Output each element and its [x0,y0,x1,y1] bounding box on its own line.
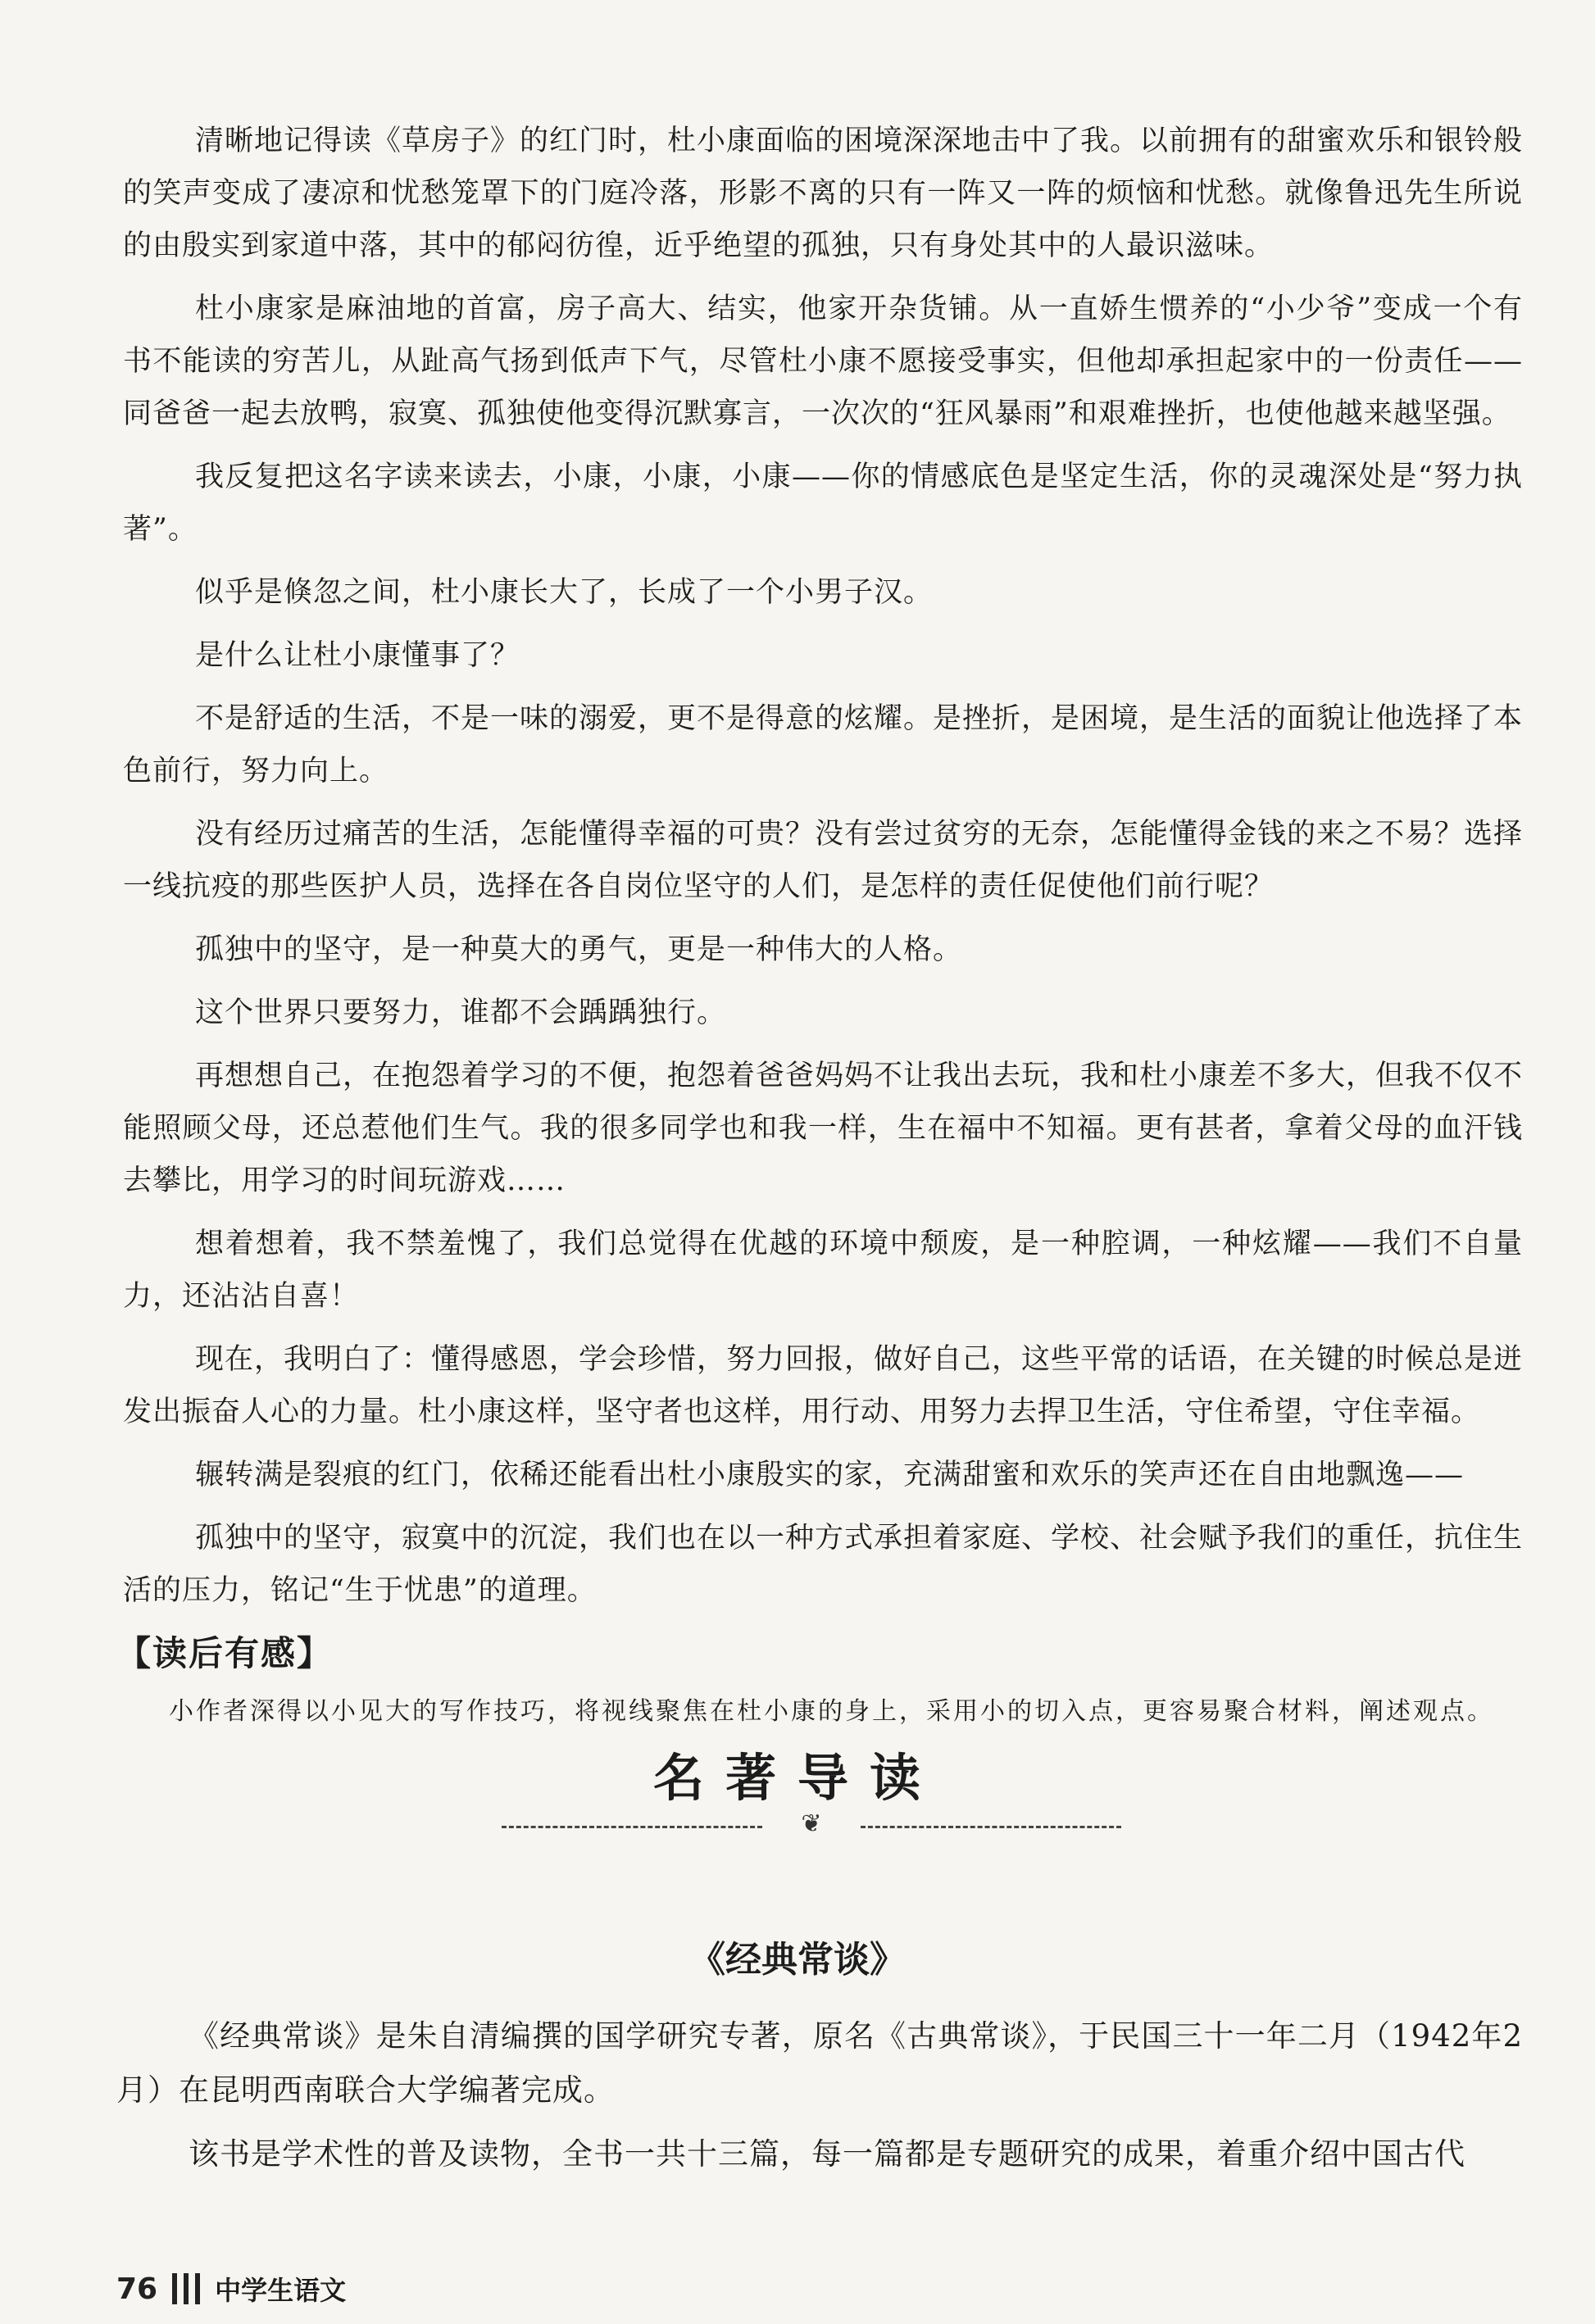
essay-body [116,115,1524,1748]
essay-paragraph: 这个世界只要努力，谁都不会踽踽独行。 [195,996,727,1029]
title-rule-right [861,1826,1121,1828]
essay-paragraph: 似乎是倏忽之间，杜小康长大了，长成了一个小男子汉。 [195,576,934,609]
column-title: 名著导读 [652,1748,942,1808]
essay-paragraph: 孤独中的坚守，寂寞中的沉淀，我们也在以一种方式承担着家庭、学校、社会赋予我们的重任，抗住生活的压力，铭记“生于忧患”的道理。 [123,1522,1524,1607]
book-intro [116,2009,1523,2191]
title-rule-left [502,1826,762,1828]
magazine-name: 中学生语文 [215,2275,347,2306]
page-number: 76 [116,2272,158,2306]
intro-paragraph: 该书是学术性的普及读物，全书一共十三篇，每一篇都是专题研究的成果，着重介绍中国古代 [189,2136,1465,2172]
page-footer [116,2270,346,2308]
essay-paragraph: 我反复把这名字读来读去，小康，小康，小康——你的情感底色是坚定生活，你的灵魂深处是“努力执著”。 [123,461,1523,546]
book-title: 《经典常谈》 [689,1939,906,1981]
essay-paragraph: 杜小康家是麻油地的首富，房子高大、结实，他家开杂货铺。从一直娇生惯养的“小少爷”变成一个有书不能读的穷苦儿，从趾高气扬到低声下气，尽管杜小康不愿接受事实，但他却承担起家中的一份责任——同爸爸一起去放鸭，寂寞、孤独使他变得沉默寡言，一次次的“狂风暴雨”和艰难挫折，也使他越来越坚强。 [123,293,1523,430]
essay-paragraph: 孤独中的坚守，是一种莫大的勇气，更是一种伟大的人格。 [195,933,963,966]
essay-paragraph: 没有经历过痛苦的生活，怎能懂得幸福的可贵？没有尝过贫穷的无奈，怎能懂得金钱的来之不易？选择一线抗疫的那些医护人员，选择在各自岗位坚守的人们，是怎样的责任促使他们前行呢？ [123,818,1524,903]
essay-paragraph: 辗转满是裂痕的红门，依稀还能看出杜小康殷实的家，充满甜蜜和欢乐的笑声还在自由地飘逸—— [195,1459,1465,1491]
essay-paragraph: 现在，我明白了：懂得感恩，学会珍惜，努力回报，做好自己，这些平常的话语，在关键的时候总是迸发出振奋人心的力量。杜小康这样，坚守者也这样，用行动、用努力去捍卫生活，守住希望，守住幸福。 [123,1343,1524,1428]
essay-paragraph: 清晰地记得读《草房子》的红门时，杜小康面临的困境深深地击中了我。以前拥有的甜蜜欢乐和银铃般的笑声变成了凄凉和忧愁笼罩下的门庭冷落，形影不离的只有一阵又一阵的烦恼和忧愁。就像鲁迅先生所说的由殷实到家道中落，其中的郁闷彷徨，近乎绝望的孤独，只有身处其中的人最识滋味。 [123,125,1524,262]
essay-paragraph: 不是舒适的生活，不是一味的溺爱，更不是得意的炫耀。是挫折，是困境，是生活的面貌让他选择了本色前行，努力向上。 [123,702,1524,788]
separator-bars-icon [172,2273,200,2304]
afterword-heading: 【读后有感】 [116,1633,334,1673]
ornament-icon: ❦ [801,1809,822,1838]
afterword-text: 小作者深得以小见大的写作技巧，将视线聚焦在杜小康的身上，采用小的切入点，更容易聚合材料，阐述观点。 [169,1697,1494,1726]
essay-paragraph: 再想想自己，在抱怨着学习的不便，抱怨着爸爸妈妈不让我出去玩，我和杜小康差不多大，但我不仅不能照顾父母，还总惹他们生气。我的很多同学也和我一样，生在福中不知福。更有甚者，拿着父母的血汗钱去攀比，用学习的时间玩游戏…… [123,1060,1524,1197]
essay-paragraph: 是什么让杜小康懂事了？ [195,639,520,672]
intro-paragraph: 《经典常谈》是朱自清编撰的国学研究专著，原名《古典常谈》，于民国三十一年二月（1942年2月）在昆明西南联合大学编著完成。 [116,2018,1523,2108]
essay-paragraph: 想着想着，我不禁羞愧了，我们总觉得在优越的环境中颓废，是一种腔调，一种炫耀——我们不自量力，还沾沾自喜！ [123,1228,1523,1313]
